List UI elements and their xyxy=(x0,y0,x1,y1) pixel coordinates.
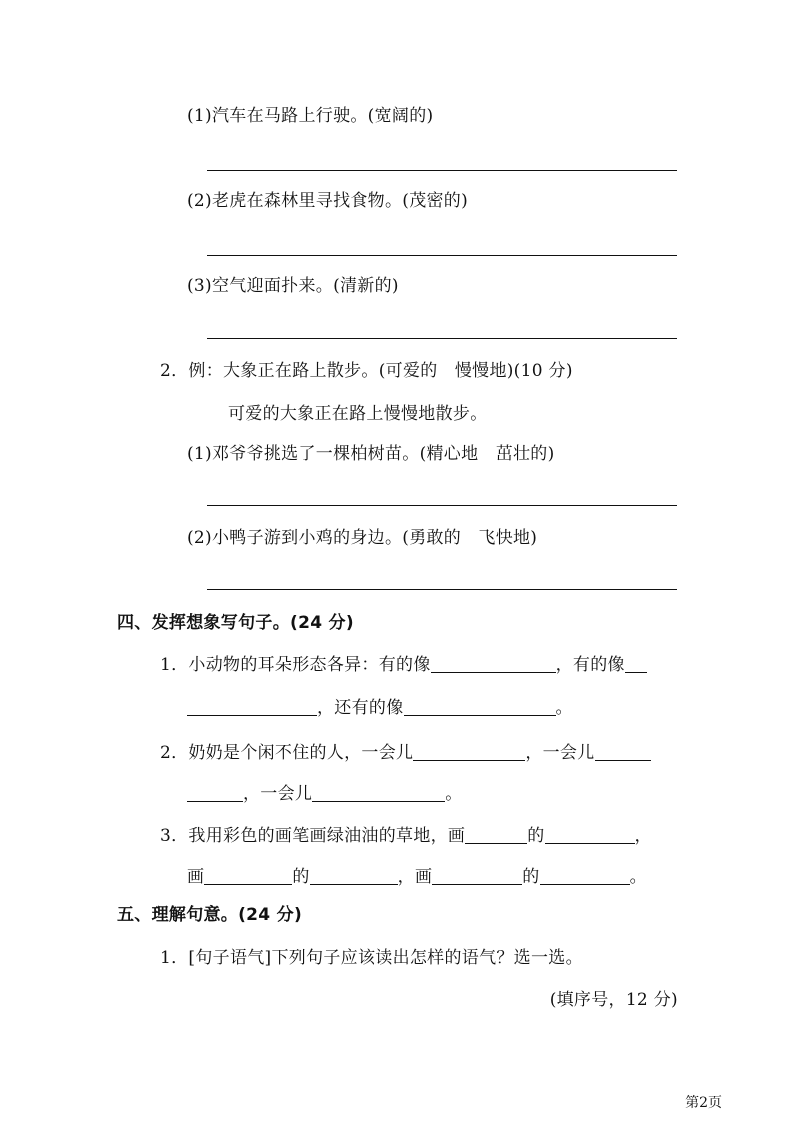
fill-sentence: 2．奶奶是个闲不住的人，一会儿 ，一会儿 xyxy=(160,742,651,764)
fill-sentence: 画 的 ，画 的 。 xyxy=(187,867,647,887)
blank[interactable] xyxy=(595,742,651,761)
score-note: (填序号，12 分) xyxy=(549,990,678,1010)
answer-line[interactable] xyxy=(207,505,677,506)
blank[interactable] xyxy=(404,697,556,716)
answer-line[interactable] xyxy=(207,255,677,256)
blank[interactable] xyxy=(413,742,525,761)
answer-line[interactable] xyxy=(207,338,677,339)
blank[interactable] xyxy=(187,697,317,716)
answer-line[interactable] xyxy=(207,589,677,590)
blank[interactable] xyxy=(204,866,292,885)
blank[interactable] xyxy=(540,866,630,885)
exercise-item: (2)老虎在森林里寻找食物。(茂密的) xyxy=(187,191,469,211)
blank[interactable] xyxy=(465,825,527,844)
question-title: 1．[句子语气]下列句子应该读出怎样的语气？选一选。 xyxy=(160,948,583,968)
fill-sentence: ，一会儿 。 xyxy=(187,783,463,805)
example-answer: 可爱的大象正在路上慢慢地散步。 xyxy=(228,404,488,424)
exercise-item: (3)空气迎面扑来。(清新的) xyxy=(187,276,399,296)
exercise-item: (1)汽车在马路上行驶。(宽阔的) xyxy=(187,106,434,126)
question-title: 2．例：大象正在路上散步。(可爱的 慢慢地)(10 分) xyxy=(160,361,573,381)
page-number: 第2页 xyxy=(685,1095,722,1111)
blank[interactable] xyxy=(431,654,556,673)
blank[interactable] xyxy=(312,783,445,802)
exercise-item: (2)小鸭子游到小鸡的身边。(勇敢的 飞快地) xyxy=(187,528,538,548)
answer-line[interactable] xyxy=(207,170,677,171)
fill-sentence: 1．小动物的耳朵形态各异：有的像 ，有的像 xyxy=(160,654,647,676)
exercise-item: (1)邓爷爷挑选了一棵柏树苗。(精心地 茁壮的) xyxy=(187,444,555,464)
section-heading: 五、理解句意。(24 分) xyxy=(117,905,303,925)
blank[interactable] xyxy=(545,825,635,844)
blank[interactable] xyxy=(310,866,398,885)
section-heading: 四、发挥想象写句子。(24 分) xyxy=(117,613,354,633)
blank[interactable] xyxy=(625,654,647,673)
blank[interactable] xyxy=(187,783,243,802)
fill-sentence: 3．我用彩色的画笔画绿油油的草地，画 的 ， xyxy=(160,826,652,846)
fill-sentence: ，还有的像 。 xyxy=(187,697,573,719)
blank[interactable] xyxy=(432,866,522,885)
